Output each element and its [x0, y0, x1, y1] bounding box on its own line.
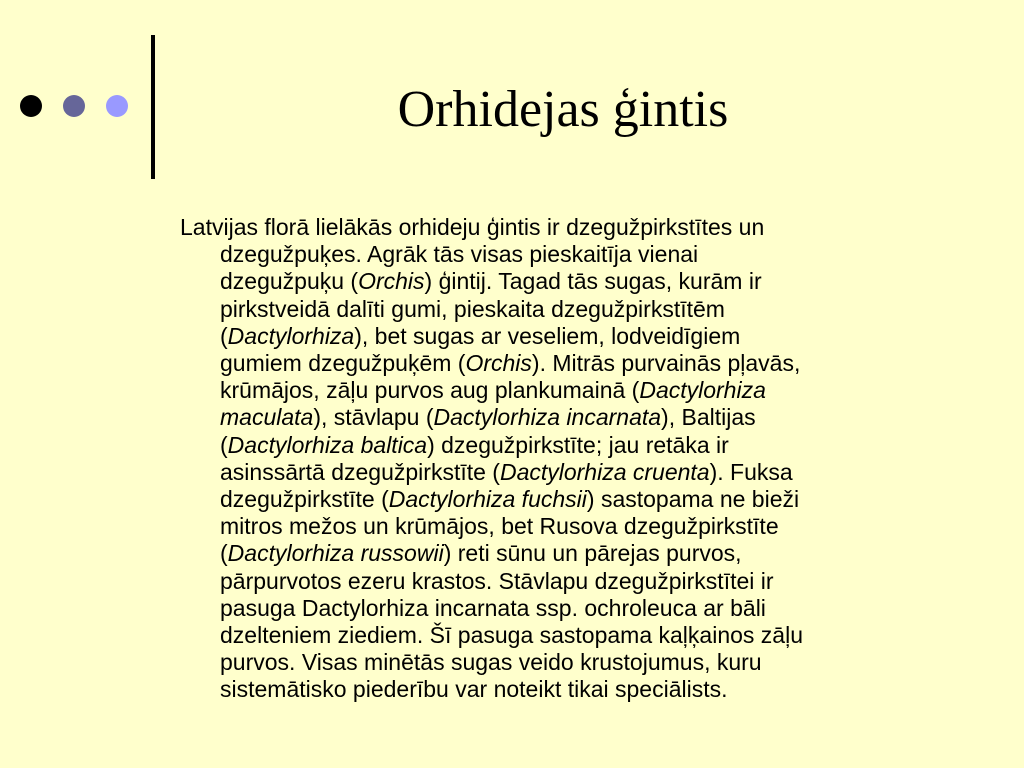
body-line: [180, 540, 980, 567]
body-line: [180, 513, 980, 540]
body-text-run: dzelteniem ziediem. Šī pasuga sastopama kaļķainos zāļu: [220, 622, 803, 649]
body-text-run: (: [220, 540, 228, 567]
italic-species-name: Dactylorhiza incarnata: [433, 404, 662, 431]
body-text-run: ) ģintij. Tagad tās sugas, kurām ir: [424, 268, 762, 295]
body-text-run: pirkstveidā dalīti gumi, pieskaita dzegužpirkstītēm: [220, 295, 725, 322]
body-text-run: ), Baltijas: [661, 404, 756, 431]
italic-species-name: Orchis: [465, 350, 532, 377]
bullet-dot-slate: [63, 95, 85, 117]
body-text-run: krūmājos, zāļu purvos aug plankumainā (: [220, 377, 640, 404]
body-line: [180, 676, 980, 703]
body-text-run: ) dzegužpirkstīte; jau retāka ir: [427, 431, 729, 458]
body-line: [180, 622, 980, 649]
body-line: [180, 649, 980, 676]
body-text-run: ). Fuksa: [709, 458, 793, 485]
body-line: [180, 214, 980, 241]
italic-species-name: Dactylorhiza russowii: [227, 540, 444, 567]
body-text-run: Latvijas florā lielākās orhideju ģintis ir dzegužpirkstītes un: [180, 214, 765, 240]
body-text-run: gumiem dzegužpuķēm (: [220, 350, 466, 377]
body-text-run: dzegužpirkstīte (: [220, 486, 389, 513]
body-line: [180, 350, 980, 377]
slide-body-paragraph: [180, 214, 980, 704]
body-line: [180, 241, 980, 268]
body-text-run: asinssārtā dzegužpirkstīte (: [220, 458, 500, 485]
body-text-run: (: [220, 322, 228, 349]
body-line: [180, 268, 980, 295]
body-line: [180, 595, 980, 622]
body-line: [180, 323, 980, 350]
slide-title: Orhidejas ģintis: [397, 81, 729, 138]
body-text-run: dzegužpuķu (: [220, 268, 359, 295]
italic-species-name: Dactylorhiza fuchsii: [388, 486, 587, 513]
body-text-run: pārpurvotos ezeru krastos. Stāvlapu dzegužpirkstītei ir: [220, 567, 774, 594]
body-text-run: ), bet sugas ar veseliem, lodveidīgiem: [354, 322, 741, 349]
body-line: [180, 486, 980, 513]
italic-species-name: Dactylorhiza: [227, 322, 355, 349]
title-divider-line: [151, 35, 155, 179]
body-text-run: sistemātisko piederību var noteikt tikai speciālists.: [220, 676, 728, 703]
italic-species-name: maculata: [220, 404, 314, 431]
italic-species-name: Dactylorhiza: [639, 377, 766, 404]
body-line: [180, 377, 980, 404]
body-text-run: ), stāvlapu (: [313, 404, 434, 431]
body-text-run: purvos. Visas minētās sugas veido krustojumus, kuru: [220, 649, 762, 676]
body-line: [180, 432, 980, 459]
body-text-run: pasuga Dactylorhiza incarnata ssp. ochroleuca ar bāli: [220, 594, 766, 621]
bullet-dot-black: [20, 95, 42, 117]
body-text-run: ) sastopama ne bieži: [586, 486, 800, 513]
body-text-run: ). Mitrās purvainās pļavās,: [531, 350, 801, 377]
body-text-run: (: [220, 431, 228, 458]
italic-species-name: Dactylorhiza cruenta: [499, 458, 710, 485]
body-text-run: dzegužpuķes. Agrāk tās visas pieskaitīja vienai: [220, 241, 699, 268]
body-line: [180, 296, 980, 323]
body-text-run: ) reti sūnu un pārejas purvos,: [443, 540, 742, 567]
body-line: [180, 568, 980, 595]
body-line: [180, 459, 980, 486]
bullet-dot-periwinkle: [106, 95, 128, 117]
body-text-run: mitros mežos un krūmājos, bet Rusova dzegužpirkstīte: [220, 513, 779, 540]
italic-species-name: Orchis: [358, 268, 425, 295]
body-line: [180, 404, 980, 431]
italic-species-name: Dactylorhiza baltica: [227, 431, 428, 458]
